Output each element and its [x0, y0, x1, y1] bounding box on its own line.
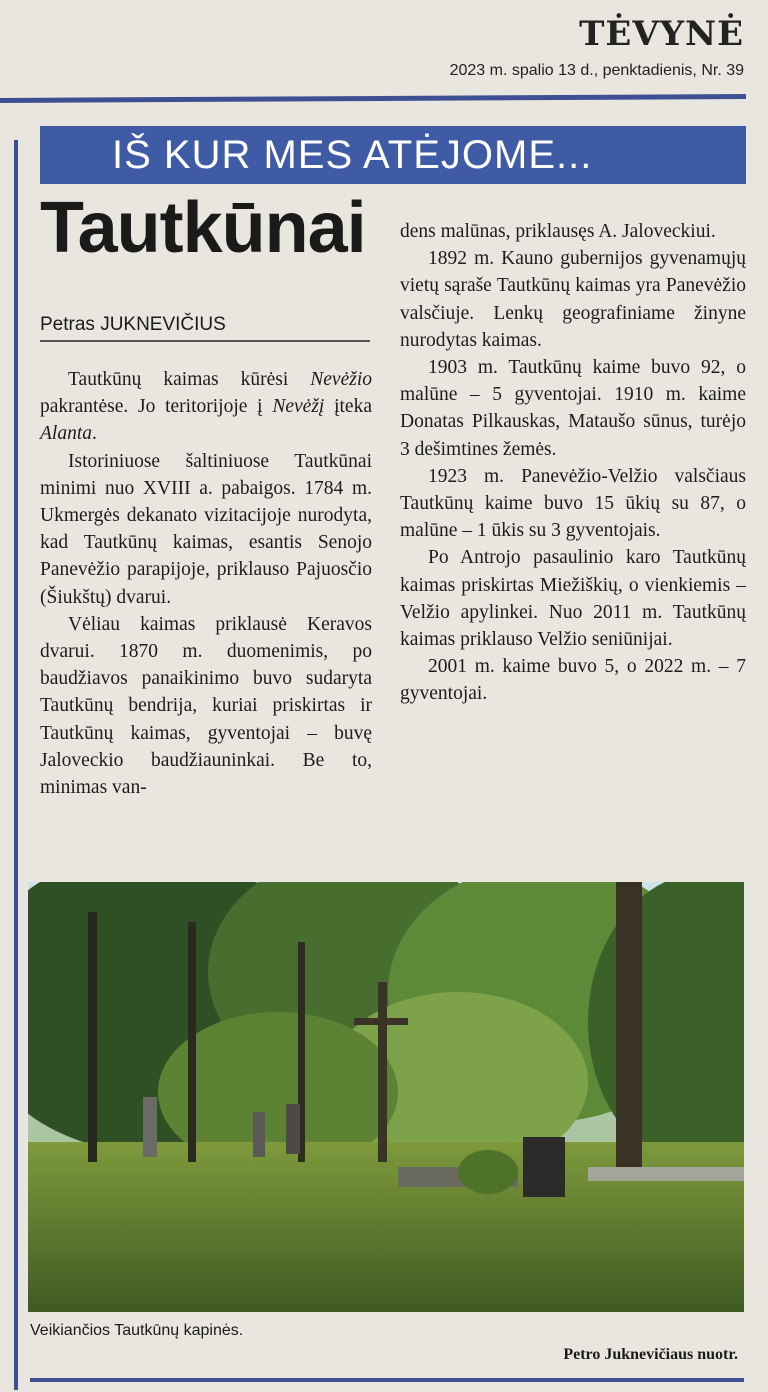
masthead-name: TĖVYNĖ — [579, 14, 744, 54]
paragraph-3-continued: dens malūnas, priklausęs A. Jaloveckiui. — [400, 221, 716, 242]
photo-caption: Veikiančios Tautkūnų kapinės. — [30, 1322, 244, 1339]
article-column-right — [400, 218, 746, 708]
paragraph-6: 1923 m. Panevėžio-Velžio valsčiaus Tautkūnų kaime buvo 15 ūkių su 87, o malūne – 1 ūkis su 3 gyventojais. — [400, 465, 746, 542]
paragraph-3: Vėliau kaimas priklausė Keravos dvarui. 1870 m. duomenimis, po baudžiavos panaikinimo buvo sudaryta Tautkūnų bendrija, kuriai priskirtas ir Tautkūnų kaimas, gyventojai – buvę Jaloveckio baudžiauninkai. Be to, minimas van- — [40, 613, 372, 799]
bottom-divider — [30, 1378, 744, 1382]
left-divider — [14, 140, 18, 1390]
cemetery-photo — [28, 882, 744, 1312]
byline-rule — [40, 340, 370, 342]
top-divider — [0, 94, 746, 103]
byline: Petras JUKNEVIČIUS — [40, 314, 226, 335]
paragraph-1: Tautkūnų kaimas kūrėsi Nevėžio pakrantėse. Jo teritorijoje į Nevėžį įteka Alanta. — [40, 369, 372, 445]
paragraph-4: 1892 m. Kauno gubernijos gyvenamųjų vietų sąraše Tautkūnų kaimas yra Panevėžio valsčiuje. Lenkų geografiniame žinyne nurodytas kaimas. — [400, 248, 746, 351]
paragraph-8: 2001 m. kaime buvo 5, o 2022 m. – 7 gyventojai. — [400, 656, 746, 705]
section-banner: IŠ KUR MES ATĖJOME... — [40, 126, 746, 184]
article-headline: Tautkūnai — [40, 188, 366, 268]
issue-date-line: 2023 m. spalio 13 d., penktadienis, Nr. 39 — [449, 62, 744, 79]
paragraph-2: Istoriniuose šaltiniuose Tautkūnai minimi nuo XVIII a. pabaigos. 1784 m. Ukmergės dekanato vizitacijoje nurodyta, kad Tautkūnų kaimas, esantis Senojo Panevėžio parapijoje, priklauso Pajuosčio (Šiukštų) dvarui. — [40, 450, 372, 608]
article-column-left — [40, 366, 372, 801]
photo-credit: Petro Juknevičiaus nuotr. — [563, 1346, 738, 1363]
paragraph-5: 1903 m. Tautkūnų kaime buvo 92, o malūne – 5 gyventojai. 1910 m. kaime Donatas Pilkauskas, Mataušo sūnus, turėjo 3 dešimtines žemės. — [400, 357, 746, 460]
paragraph-7: Po Antrojo pasaulinio karo Tautkūnų kaimas priskirtas Miežiškių, o vienkiemis – Velžio apylinkei. Nuo 2011 m. Tautkūnų kaimas priklauso Velžio seniūnijai. — [400, 547, 746, 651]
